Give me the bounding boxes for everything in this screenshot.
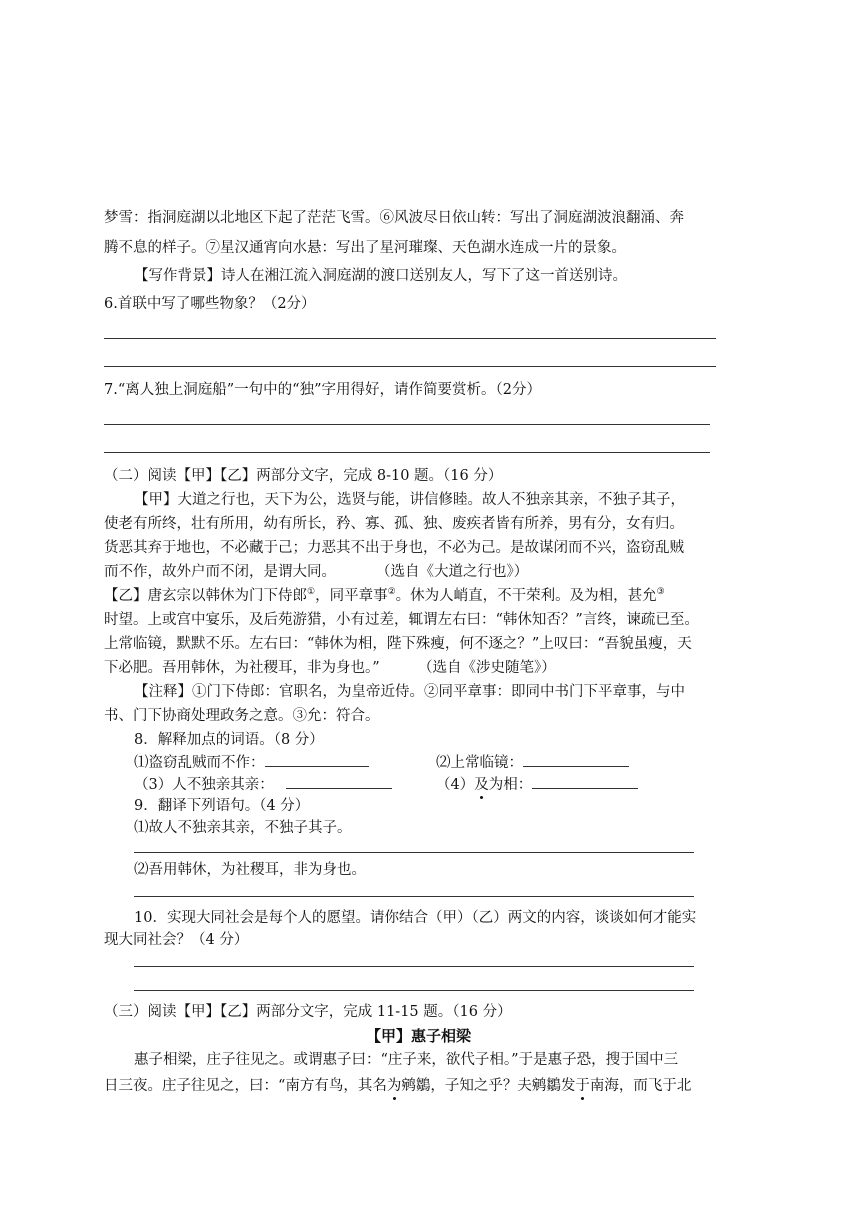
question-8-item bbox=[436, 774, 638, 795]
item-text: （4） bbox=[436, 777, 475, 793]
question-10: 现大同社会？（4 分） bbox=[104, 932, 249, 948]
answer-line[interactable] bbox=[104, 338, 716, 339]
passage-b-line: 下必肥。吾用韩休，为社稷耳，非为身也。” bbox=[104, 660, 380, 676]
note-line: 梦雪：指洞庭湖以北地区下起了茫茫飞雪。⑥风波尽日依山转：写出了洞庭湖波浪翻涌、奔 bbox=[104, 210, 684, 226]
question-8: 8．解释加点的词语。（8 分） bbox=[134, 732, 324, 748]
item-text: ⑵上常临镜： bbox=[436, 755, 523, 771]
question-10: 10．实现大同社会是每个人的愿望。请你结合（甲）（乙）两文的内容，谈谈如何才能实 bbox=[134, 910, 697, 926]
question-8-item bbox=[134, 774, 392, 795]
question-9-item: ⑵吾用韩休，为社稷耳，非为身也。 bbox=[134, 862, 366, 878]
answer-blank[interactable] bbox=[286, 774, 392, 789]
annotation-line: 书、门下协商处理政务之意。③允：符合。 bbox=[104, 708, 380, 724]
emphasis-char: 于 bbox=[575, 1078, 590, 1094]
passage-c-text: 日三夜。庄子往见之，曰：“南方有鸟，其名 bbox=[104, 1078, 387, 1094]
passage-b-line: 上常临镜，默默不乐。左右曰：“韩休为相，陛下殊瘦，何不逐之？”上叹曰：“吾貌虽瘦，天 bbox=[104, 636, 692, 652]
item-text: ⑴盗窃乱贼而不作： bbox=[134, 755, 265, 771]
passage-a-line: 而不作，故外户而不闭，是谓大同。 bbox=[104, 564, 336, 580]
question-9-item: ⑴故人不独亲其亲，不独子其子。 bbox=[134, 820, 352, 836]
passage-a-line: 使老有所终，壮有所用，幼有所长，矜、寡、孤、独、废疾者皆有所养，男有分，女有归。 bbox=[104, 516, 684, 532]
background-line: 【写作背景】诗人在湘江流入洞庭湖的渡口送别友人，写下了这一首送别诗。 bbox=[134, 268, 627, 284]
emphasis-char: 及 bbox=[474, 777, 489, 793]
question-6: 6.首联中写了哪些物象？（2分） bbox=[104, 296, 316, 312]
answer-line[interactable] bbox=[104, 424, 710, 425]
note-line: 腾不息的样子。⑦星汉通宵向水悬：写出了星河璀璨、天色湖水连成一片的景象。 bbox=[104, 240, 626, 256]
passage-b-text: ，同平章事 bbox=[315, 588, 388, 604]
passage-c-line bbox=[104, 1076, 691, 1096]
passage-b-line: 时望。上或宫中宴乐，及后苑游猎，小有过差，辄谓左右曰：“韩休知否？”言终，谏疏已至。 bbox=[104, 612, 699, 628]
section-2-heading: （二）阅读【甲】【乙】两部分文字，完成 8-10 题。（16 分） bbox=[104, 468, 503, 484]
answer-line[interactable] bbox=[104, 452, 710, 453]
passage-a-source: （选自《大道之行也》） bbox=[376, 564, 529, 580]
question-8-item bbox=[134, 752, 369, 773]
passage-c-text: 南海，而飞于北 bbox=[589, 1078, 692, 1094]
footnote-mark: ① bbox=[307, 587, 316, 598]
emphasis-char: 为 bbox=[386, 1078, 402, 1094]
passage-b-source: （选自《涉史随笔》） bbox=[418, 660, 556, 676]
footnote-mark: ② bbox=[387, 587, 396, 598]
answer-line[interactable] bbox=[134, 852, 694, 853]
passage-b-text: 。休为人峭直，不干荣利。及为相，甚允 bbox=[395, 588, 657, 604]
item-text: （3）人不独亲其亲： bbox=[134, 777, 274, 793]
section-3-heading: （三）阅读【甲】【乙】两部分文字，完成 11-15 题。（16 分） bbox=[104, 1004, 512, 1020]
answer-line[interactable] bbox=[104, 366, 716, 367]
answer-blank[interactable] bbox=[523, 752, 629, 767]
answer-line[interactable] bbox=[134, 990, 694, 991]
answer-line[interactable] bbox=[134, 896, 694, 897]
footnote-mark: ③ bbox=[656, 587, 665, 598]
question-8-item bbox=[436, 752, 629, 773]
answer-line[interactable] bbox=[134, 966, 694, 967]
answer-blank[interactable] bbox=[265, 752, 369, 767]
question-7: 7.“离人独上洞庭船”一句中的“独”字用得好，请作简要赏析。（2分） bbox=[104, 382, 541, 398]
item-text: 为相： bbox=[488, 777, 533, 793]
passage-a-line: 货恶其弃于地也，不必藏于己；力恶其不出于身也，不必为己。是故谋闭而不兴，盗窃乱贼 bbox=[104, 540, 684, 556]
passage-b-line bbox=[104, 586, 665, 606]
passage-b-text: 【乙】唐玄宗以韩休为门下侍郎 bbox=[104, 588, 307, 604]
question-9: 9．翻译下列语句。（4 分） bbox=[134, 798, 310, 814]
passage-c-text: 鹓鶵，子知之乎？夫鹓鶵发 bbox=[401, 1078, 576, 1094]
passage-a-line: 【甲】大道之行也，天下为公，选贤与能，讲信修睦。故人不独亲其亲，不独子其子， bbox=[134, 492, 685, 508]
passage-title: 【甲】惠子相梁 bbox=[366, 1027, 472, 1045]
answer-blank[interactable] bbox=[532, 774, 638, 789]
passage-c-line: 惠子相梁，庄子往见之。或谓惠子曰：“庄子来，欲代子相。”于是惠子恐，搜于国中三 bbox=[134, 1052, 679, 1068]
annotation-line: 【注释】①门下侍郎：官职名，为皇帝近侍。②同平章事：即同中书门下平章事，与中 bbox=[134, 684, 685, 700]
